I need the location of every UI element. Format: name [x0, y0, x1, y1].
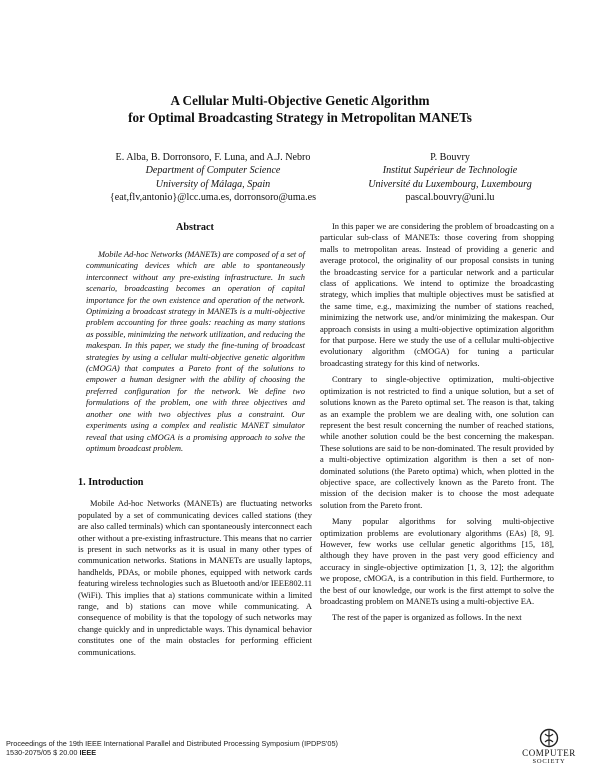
- author-names: P. Bouvry: [430, 152, 470, 163]
- author-department: Institut Supérieur de Technologie: [382, 165, 518, 177]
- title-line-1: A Cellular Multi-Objective Genetic Algorithm: [170, 93, 430, 108]
- body-paragraph-4: The rest of the paper is organized as follows. In the next: [332, 612, 522, 623]
- author-email: pascal.bouvry@uni.lu: [405, 191, 495, 203]
- author-university: University of Málaga, Spain: [155, 178, 271, 190]
- footer-line-1: Proceedings of the 19th IEEE International Parallel and Distributed Processing Symposium (IPDPS'05): [6, 739, 338, 748]
- author-names: E. Alba, B. Dorronsoro, F. Luna, and A.J. Nebro: [115, 152, 311, 163]
- abstract-heading: Abstract: [176, 222, 214, 233]
- right-column: [320, 221, 554, 624]
- logo-text-society: SOCIETY: [532, 758, 566, 765]
- author-block-left: [82, 151, 344, 204]
- paper-title: [0, 92, 600, 126]
- author-university: Université du Luxembourg, Luxembourg: [368, 178, 532, 190]
- body-paragraph-2: Contrary to single-objective optimization, multi-objective optimization is not restricted to find a unique solution, but a set of solutions known as the Pareto optimal set. The reason is that, taking as an example the problem we are dealing with, one solution can represent the best result concerning the number of reached stations, while another solution could be the best concerning the makespan. These solutions are said to be non-dominated. The result provided by a multi-objective optimization algorithm is then a set of non-dominated solutions (the Pareto optima) which, when plotted in the objective space, are collectively known as the Pareto front. The mission of the decision maker is to choose the most adequate solution from the Pareto front.: [320, 374, 554, 510]
- proceedings-footer: [6, 739, 338, 758]
- footer-line-2: [6, 748, 338, 757]
- author-block-right: [340, 151, 560, 204]
- ieee-computer-society-logo-icon: [539, 728, 559, 748]
- body-paragraph-3: Many popular algorithms for solving multi-objective optimization problems are evolutionary algorithms (EAs) [8, 9]. However, few works use cellular genetic algorithms [15, 18], although they have proven in the past very good efficiency and accuracy in single-objective optimization [1, 3, 12]; the algorithm we propose, cMOGA, is a contribution in this field. Furthermore, to the best of our knowledge, our work is the first attempt to solve the broadcasting problem on MANETs using a multi-objective EA.: [320, 516, 554, 606]
- author-department: Department of Computer Science: [145, 165, 281, 177]
- introduction-paragraph: Mobile Ad-hoc Networks (MANETs) are fluctuating networks populated by a set of communicating devices called stations (they are also called terminals) which can spontaneously interconnect each other without a pre-existing infrastructure. This means that no carrier is present in such networks as it is usual in many other types of communication networks. Stations in MANETs are usually laptops, handhelds, PDAs, or mobile phones, equipped with network cards featuring wireless technologies such as Bluetooth and/or IEEE802.11 (WiFi). This implies that a) stations communicate within a limited range, and b) stations can move while communicating. A consequence of mobility is that the topology of such networks may change quickly and in unpredictable ways. This dynamical behavior constitutes one of the main obstacles for performing efficient communications.: [78, 498, 313, 657]
- footer-ieee: IEEE: [79, 748, 97, 758]
- author-email: {eat,flv,antonio}@lcc.uma.es, dorronsoro@uma.es: [109, 191, 317, 203]
- logo-text-computer: COMPUTER: [522, 748, 576, 758]
- title-line-2: for Optimal Broadcasting Strategy in Metropolitan MANETs: [128, 110, 472, 125]
- left-column: [78, 221, 312, 658]
- body-paragraph-1: In this paper we are considering the problem of broadcasting on a particular sub-class of MANETs: those covering from shopping malls to metropolitan areas. Instead of providing a generic and average protocol, the originality of our proposal consists in tuning the broadcasting service for a particular network and a particular class of applications. We intend to optimize the broadcasting strategy, which implies that multiple objectives must be satisfied at the same time, e.g., maximizing the number of stations reached, minimizing the network use, and/or minimizing the makespan. Our approach consists in using a multi-objective optimization algorithm for that purpose. Here we study the use of a cellular multi-objective evolutionary algorithm (cMOGA) for tuning a particular broadcasting strategy for this kind of networks.: [320, 221, 554, 368]
- abstract-text: Mobile Ad-hoc Networks (MANETs) are composed of a set of communicating devices which are able to spontaneously interconnect without any pre-existing infrastructure. In such scenario, broadcasting becomes an operation of capital importance for the own existence and operation of the network. Optimizing a broadcast strategy in MANETs is a multi-objective problem accounting for three goals: reaching as many stations as possible, minimizing the network utilization, and reducing the makespan. In this paper, we study the fine-tuning of broadcast strategies by using a cellular multi-objective genetic algorithm (cMOGA) that computes a Pareto front of the solutions to empower a human designer with the ability of choosing the preferred configuration for the network. We define two formulations of the problem, one with three objectives and another one with two objectives plus a constraint. Our experiments using a complex and realistic MANET simulator reveal that using cMOGA is a promising approach to solve the optimum broadcast problem.: [86, 249, 305, 453]
- footer-issn: 1530-2075/05 $ 20.00: [6, 748, 78, 758]
- computer-society-logo: [507, 728, 591, 772]
- introduction-heading: 1. Introduction: [78, 477, 144, 489]
